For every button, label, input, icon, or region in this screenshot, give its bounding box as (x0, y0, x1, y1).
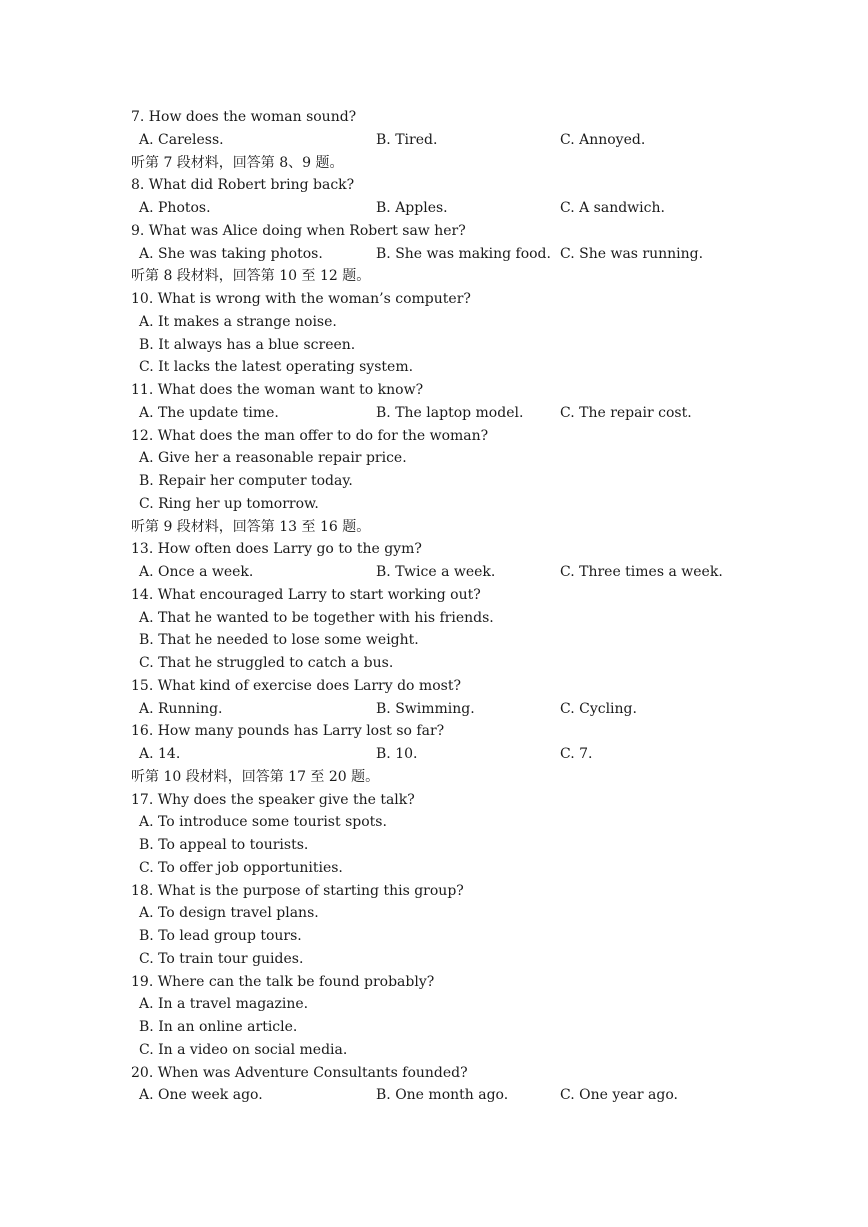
answer-option: C. It lacks the latest operating system. (139, 359, 414, 376)
answer-option: A. Photos. (139, 200, 211, 216)
question-row (0, 425, 868, 447)
answer-option: A. It makes a strange noise. (139, 313, 337, 330)
answer-option: A. Give her a reasonable repair price. (139, 450, 407, 467)
option-row (0, 311, 868, 333)
answer-option: A. To introduce some tourist spots. (139, 814, 387, 831)
option-row (0, 629, 868, 651)
option-row (0, 834, 868, 856)
section-instruction: 听第 10 段材料，回答第 17 至 20 题。 (131, 768, 380, 785)
answer-option: B. 10. (376, 746, 418, 762)
options-row (0, 1084, 868, 1106)
answer-option: B. In an online article. (139, 1019, 298, 1035)
question-row (0, 789, 868, 811)
options-row (0, 561, 868, 583)
question-text: 17. Why does the speaker give the talk? (131, 791, 415, 808)
option-row (0, 902, 868, 924)
question-row (0, 584, 868, 606)
question-row (0, 538, 868, 560)
question-text: 15. What kind of exercise does Larry do most? (131, 677, 461, 694)
answer-option: B. Twice a week. (376, 564, 496, 580)
option-row (0, 993, 868, 1015)
question-text: 16. How many pounds has Larry lost so far? (131, 723, 445, 740)
answer-option: B. Tired. (376, 131, 438, 148)
section-instruction: 听第 9 段材料，回答第 13 至 16 题。 (131, 518, 371, 535)
question-row (0, 675, 868, 697)
question-text: 11. What does the woman want to know? (131, 382, 424, 398)
answer-option: C. In a video on social media. (139, 1041, 348, 1058)
question-row (0, 106, 868, 128)
option-row (0, 948, 868, 970)
answer-option: A. She was taking photos. (139, 245, 323, 262)
answer-option: C. Cycling. (560, 700, 637, 717)
section-instruction-row (0, 766, 868, 788)
answer-option: C. One year ago. (560, 1087, 678, 1104)
question-row (0, 379, 868, 401)
option-row (0, 493, 868, 515)
question-text: 19. Where can the talk be found probably? (131, 973, 435, 990)
question-text: 14. What encouraged Larry to start working out? (131, 586, 481, 603)
answer-option: B. That he needed to lose some weight. (139, 632, 419, 649)
option-row (0, 1039, 868, 1061)
section-instruction: 听第 7 段材料，回答第 8、9 题。 (131, 154, 344, 171)
answer-option: A. The update time. (139, 404, 279, 421)
option-row (0, 470, 868, 492)
question-row (0, 1062, 868, 1084)
answer-option: C. Three times a week. (560, 564, 723, 580)
question-row (0, 971, 868, 993)
question-text: 8. What did Robert bring back? (131, 177, 355, 194)
option-row (0, 652, 868, 674)
answer-option: C. She was running. (560, 245, 704, 262)
answer-option: A. One week ago. (139, 1087, 263, 1104)
answer-option: A. To design travel plans. (139, 905, 319, 922)
options-row (0, 197, 868, 219)
answer-option: A. Running. (139, 700, 223, 717)
question-text: 9. What was Alice doing when Robert saw her? (131, 222, 466, 239)
answer-option: C. That he struggled to catch a bus. (139, 655, 394, 671)
answer-option: B. To lead group tours. (139, 928, 302, 944)
answer-option: A. In a travel magazine. (139, 996, 309, 1013)
question-text: 20. When was Adventure Consultants founded? (131, 1064, 468, 1081)
answer-option: B. Repair her computer today. (139, 473, 353, 489)
question-row (0, 720, 868, 742)
answer-option: A. Careless. (139, 131, 224, 148)
option-row (0, 607, 868, 629)
answer-option: B. Swimming. (376, 700, 475, 717)
answer-option: C. To train tour guides. (139, 950, 304, 967)
option-row (0, 857, 868, 879)
answer-option: B. It always has a blue screen. (139, 336, 356, 353)
option-row (0, 447, 868, 469)
answer-option: C. 7. (560, 746, 593, 762)
option-row (0, 1016, 868, 1038)
answer-option: C. Annoyed. (560, 131, 646, 148)
options-row (0, 743, 868, 765)
answer-option: A. 14. (139, 746, 181, 762)
question-text: 18. What is the purpose of starting this group? (131, 882, 464, 899)
options-row (0, 698, 868, 720)
answer-option: C. To offer job opportunities. (139, 859, 343, 876)
question-row (0, 288, 868, 310)
answer-option: B. One month ago. (376, 1087, 509, 1104)
answer-option: B. To appeal to tourists. (139, 837, 309, 853)
answer-option: B. Apples. (376, 200, 448, 216)
answer-option: C. A sandwich. (560, 200, 665, 216)
option-row (0, 811, 868, 833)
option-row (0, 334, 868, 356)
answer-option: A. That he wanted to be together with his friends. (139, 609, 494, 626)
options-row (0, 129, 868, 151)
answer-option: B. The laptop model. (376, 404, 524, 421)
options-row (0, 243, 868, 265)
question-row (0, 220, 868, 242)
option-row (0, 925, 868, 947)
question-row (0, 174, 868, 196)
question-row (0, 880, 868, 902)
section-instruction-row (0, 152, 868, 174)
option-row (0, 356, 868, 378)
question-text: 12. What does the man offer to do for the woman? (131, 427, 489, 444)
answer-option: C. The repair cost. (560, 404, 692, 421)
question-text: 13. How often does Larry go to the gym? (131, 541, 422, 558)
answer-option: A. Once a week. (139, 564, 254, 580)
answer-option: C. Ring her up tomorrow. (139, 495, 319, 512)
section-instruction-row (0, 265, 868, 287)
question-text: 7. How does the woman sound? (131, 109, 357, 125)
answer-option: B. She was making food. (376, 245, 551, 262)
question-text: 10. What is wrong with the woman’s computer? (131, 291, 471, 307)
section-instruction-row (0, 516, 868, 538)
section-instruction: 听第 8 段材料，回答第 10 至 12 题。 (131, 268, 371, 285)
options-row (0, 402, 868, 424)
